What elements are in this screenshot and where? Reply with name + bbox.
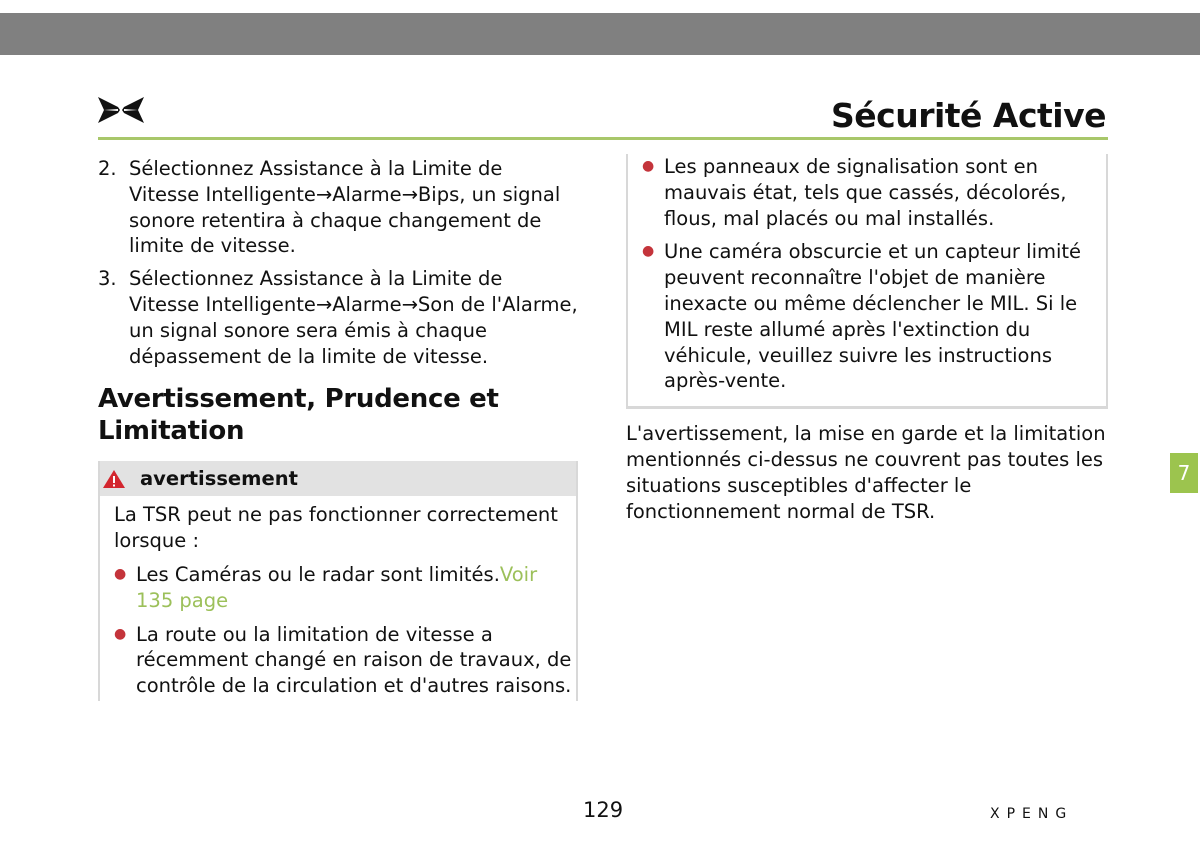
brand-logo: XPENG bbox=[990, 806, 1074, 822]
page-number: 129 bbox=[583, 798, 624, 822]
xpeng-x-logo-icon bbox=[98, 97, 144, 123]
bullet-icon: ● bbox=[114, 565, 127, 582]
header-rule bbox=[98, 137, 1108, 140]
bullet-text-content: Les Caméras ou le radar sont limités. bbox=[136, 562, 500, 586]
step-number: 2. bbox=[98, 157, 117, 180]
section-heading: Avertissement, Prudence et Limitation bbox=[98, 384, 499, 447]
step-item bbox=[98, 266, 578, 369]
list-item bbox=[642, 154, 1106, 231]
top-bar bbox=[0, 13, 1200, 55]
bullet-text: Une caméra obscurcie et un capteur limité peuvent reconnaître l'objet de manière inexacte ou même déclencher le MIL. Si le MIL reste allumé après l'extinction du véhicule, veuillez suivre les instructions après-vente. bbox=[664, 240, 1082, 393]
bullet-text: Les panneaux de signalisation sont en mauvais état, tels que cassés, décolorés, flous, mal placés ou mal installés. bbox=[664, 155, 1067, 230]
step-text: Sélectionnez Assistance à la Limite de Vitesse Intelligente→Alarme→Son de l'Alarme, un signal sonore sera émis à chaque dépassement de la limite de vitesse. bbox=[129, 267, 578, 368]
list-item bbox=[642, 239, 1106, 394]
right-column bbox=[626, 154, 1108, 524]
warning-intro: La TSR peut ne pas fonctionner correctement lorsque : bbox=[114, 503, 558, 553]
chapter-tab[interactable]: 7 bbox=[1170, 453, 1198, 493]
page-reference-link[interactable]: Voir 135 page bbox=[136, 562, 538, 612]
bullet-text: La route ou la limitation de vitesse a récemment changé en raison de travaux, de contrôle de la circulation et d'autres raisons. bbox=[136, 622, 572, 698]
bullet-icon: ● bbox=[642, 243, 655, 260]
left-column bbox=[98, 156, 578, 701]
warning-box bbox=[98, 461, 578, 701]
list-item bbox=[114, 622, 576, 699]
bullet-text bbox=[136, 562, 576, 614]
warning-header bbox=[100, 461, 576, 496]
warning-label: avertissement bbox=[140, 466, 298, 490]
step-text: Sélectionnez Assistance à la Limite de Vitesse Intelligente→Alarme→Bips, un signal sonore retentira à chaque changement de limite de vitesse. bbox=[129, 157, 561, 258]
list-item bbox=[114, 562, 576, 614]
bullet-icon: ● bbox=[114, 625, 127, 642]
warning-triangle-icon bbox=[102, 469, 126, 489]
bullet-icon: ● bbox=[642, 158, 655, 174]
warning-box-continued bbox=[626, 154, 1108, 409]
step-item bbox=[98, 156, 578, 259]
step-number: 3. bbox=[98, 267, 117, 291]
section-title: Sécurité Active bbox=[830, 96, 1106, 135]
limitation-paragraph: L'avertissement, la mise en garde et la limitation mentionnés ci-dessus ne couvrent pas toutes les situations susceptibles d'affecter le fonctionnement normal de TSR. bbox=[626, 422, 1106, 523]
warning-body bbox=[100, 496, 576, 701]
